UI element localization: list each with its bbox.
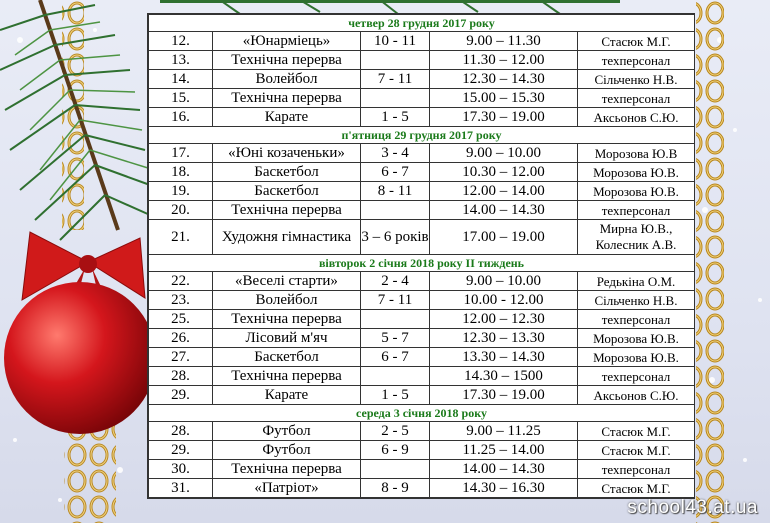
cell-activity: «Веселі старти» [213, 272, 361, 291]
cell-time: 12.30 – 14.30 [430, 70, 578, 89]
table-row [149, 367, 695, 386]
cell-trainer: техперсонал [578, 89, 695, 108]
table-row [149, 220, 695, 255]
ornament-ball-icon [4, 282, 156, 434]
cell-trainer: Стасюк М.Г. [578, 441, 695, 460]
cell-activity: Волейбол [213, 70, 361, 89]
cell-grade [361, 367, 430, 386]
table-row [149, 51, 695, 70]
cell-grade [361, 460, 430, 479]
cell-time: 9.00 – 11.30 [430, 32, 578, 51]
cell-activity: Футбол [213, 441, 361, 460]
day-header-row [149, 127, 695, 144]
table-row [149, 348, 695, 367]
table-row [149, 144, 695, 163]
cell-n: 19. [149, 182, 213, 201]
cell-time: 9.00 – 11.25 [430, 422, 578, 441]
cell-time: 17.30 – 19.00 [430, 108, 578, 127]
cell-time: 14.30 – 16.30 [430, 479, 578, 498]
table-row [149, 201, 695, 220]
cell-trainer: Морозова Ю.В. [578, 182, 695, 201]
day-header-row [149, 405, 695, 422]
cell-activity: Технічна перерва [213, 310, 361, 329]
cell-trainer: техперсонал [578, 310, 695, 329]
table-row [149, 70, 695, 89]
table-row [149, 386, 695, 405]
table-row [149, 441, 695, 460]
cell-activity: Лісовий м'яч [213, 329, 361, 348]
table-row [149, 32, 695, 51]
cell-grade: 2 - 4 [361, 272, 430, 291]
cell-n: 21. [149, 220, 213, 255]
cell-trainer: Морозова Ю.В. [578, 348, 695, 367]
cell-activity: «Юні козаченьки» [213, 144, 361, 163]
cell-n: 29. [149, 386, 213, 405]
cell-grade: 10 - 11 [361, 32, 430, 51]
cell-activity: Карате [213, 108, 361, 127]
table-row [149, 329, 695, 348]
cell-grade [361, 89, 430, 108]
cell-trainer: Сільченко Н.В. [578, 70, 695, 89]
cell-grade: 8 - 11 [361, 182, 430, 201]
cell-time: 12.00 – 14.00 [430, 182, 578, 201]
cell-activity: «Юнарміець» [213, 32, 361, 51]
cell-activity: Баскетбол [213, 182, 361, 201]
day-header-row [149, 15, 695, 32]
gold-garland-right [696, 0, 724, 523]
cell-grade: 7 - 11 [361, 291, 430, 310]
cell-time: 14.00 – 14.30 [430, 201, 578, 220]
cell-n: 28. [149, 367, 213, 386]
cell-n: 15. [149, 89, 213, 108]
cell-time: 12.00 – 12.30 [430, 310, 578, 329]
cell-trainer: техперсонал [578, 51, 695, 70]
cell-n: 30. [149, 460, 213, 479]
table-row [149, 163, 695, 182]
cell-trainer: Аксьонов С.Ю. [578, 386, 695, 405]
cell-time: 17.00 – 19.00 [430, 220, 578, 255]
table-row [149, 310, 695, 329]
cell-grade: 6 - 7 [361, 348, 430, 367]
cell-time: 11.30 – 12.00 [430, 51, 578, 70]
day-title: четвер 28 грудня 2017 року [149, 15, 695, 32]
cell-trainer: техперсонал [578, 460, 695, 479]
cell-trainer: Аксьонов С.Ю. [578, 108, 695, 127]
day-header-row [149, 255, 695, 272]
table-row [149, 291, 695, 310]
cell-activity: Баскетбол [213, 163, 361, 182]
cell-grade: 3 – 6 років [361, 220, 430, 255]
cell-grade [361, 51, 430, 70]
cell-grade: 6 - 7 [361, 163, 430, 182]
cell-n: 12. [149, 32, 213, 51]
cell-n: 17. [149, 144, 213, 163]
site-watermark: school43.at.ua [627, 497, 758, 518]
cell-grade [361, 310, 430, 329]
cell-trainer: Стасюк М.Г. [578, 479, 695, 498]
cell-grade: 2 - 5 [361, 422, 430, 441]
cell-trainer: техперсонал [578, 201, 695, 220]
cell-activity: Карате [213, 386, 361, 405]
cell-time: 9.00 – 10.00 [430, 272, 578, 291]
cell-grade: 3 - 4 [361, 144, 430, 163]
cell-trainer: Морозова Ю.В. [578, 329, 695, 348]
cell-n: 28. [149, 422, 213, 441]
cell-time: 11.25 – 14.00 [430, 441, 578, 460]
cell-trainer: Стасюк М.Г. [578, 422, 695, 441]
cell-n: 13. [149, 51, 213, 70]
cell-time: 10.00 - 12.00 [430, 291, 578, 310]
cell-time: 9.00 – 10.00 [430, 144, 578, 163]
cell-n: 29. [149, 441, 213, 460]
schedule-table [148, 14, 695, 498]
cell-time: 12.30 – 13.30 [430, 329, 578, 348]
cell-grade: 8 - 9 [361, 479, 430, 498]
cell-n: 18. [149, 163, 213, 182]
cell-activity: Технічна перерва [213, 89, 361, 108]
cell-n: 27. [149, 348, 213, 367]
table-row [149, 422, 695, 441]
cell-activity: «Патріот» [213, 479, 361, 498]
cell-activity: Технічна перерва [213, 460, 361, 479]
cell-grade: 7 - 11 [361, 70, 430, 89]
cell-activity: Баскетбол [213, 348, 361, 367]
table-row [149, 89, 695, 108]
cell-n: 26. [149, 329, 213, 348]
table-row [149, 460, 695, 479]
cell-n: 31. [149, 479, 213, 498]
cell-trainer: Морозова Ю.В [578, 144, 695, 163]
cell-time: 15.00 – 15.30 [430, 89, 578, 108]
cell-n: 16. [149, 108, 213, 127]
cell-time: 14.00 – 14.30 [430, 460, 578, 479]
schedule-sheet [147, 13, 695, 499]
day-title: вівторок 2 січня 2018 року II тиждень [149, 255, 695, 272]
table-row [149, 182, 695, 201]
table-row [149, 108, 695, 127]
cell-time: 14.30 – 1500 [430, 367, 578, 386]
cell-grade [361, 201, 430, 220]
cell-n: 14. [149, 70, 213, 89]
cell-grade: 5 - 7 [361, 329, 430, 348]
cell-time: 17.30 – 19.00 [430, 386, 578, 405]
cell-grade: 1 - 5 [361, 108, 430, 127]
cell-trainer: Редькіна О.М. [578, 272, 695, 291]
cell-activity: Художня гімнастика [213, 220, 361, 255]
cell-grade: 1 - 5 [361, 386, 430, 405]
cell-trainer: Стасюк М.Г. [578, 32, 695, 51]
cell-n: 25. [149, 310, 213, 329]
cell-n: 23. [149, 291, 213, 310]
day-title: п'ятниця 29 грудня 2017 року [149, 127, 695, 144]
cell-activity: Технічна перерва [213, 51, 361, 70]
day-title: середа 3 січня 2018 року [149, 405, 695, 422]
cell-time: 10.30 – 12.00 [430, 163, 578, 182]
cell-time: 13.30 – 14.30 [430, 348, 578, 367]
cell-grade: 6 - 9 [361, 441, 430, 460]
pine-top-icon [160, 0, 620, 14]
cell-trainer: техперсонал [578, 367, 695, 386]
table-row [149, 272, 695, 291]
cell-n: 20. [149, 201, 213, 220]
cell-activity: Волейбол [213, 291, 361, 310]
cell-trainer: Морозова Ю.В. [578, 163, 695, 182]
cell-activity: Технічна перерва [213, 201, 361, 220]
cell-n: 22. [149, 272, 213, 291]
table-row [149, 479, 695, 498]
cell-activity: Футбол [213, 422, 361, 441]
cell-activity: Технічна перерва [213, 367, 361, 386]
cell-trainer: Сільченко Н.В. [578, 291, 695, 310]
cell-trainer: Мирна Ю.В., Колесник А.В. [578, 220, 695, 255]
